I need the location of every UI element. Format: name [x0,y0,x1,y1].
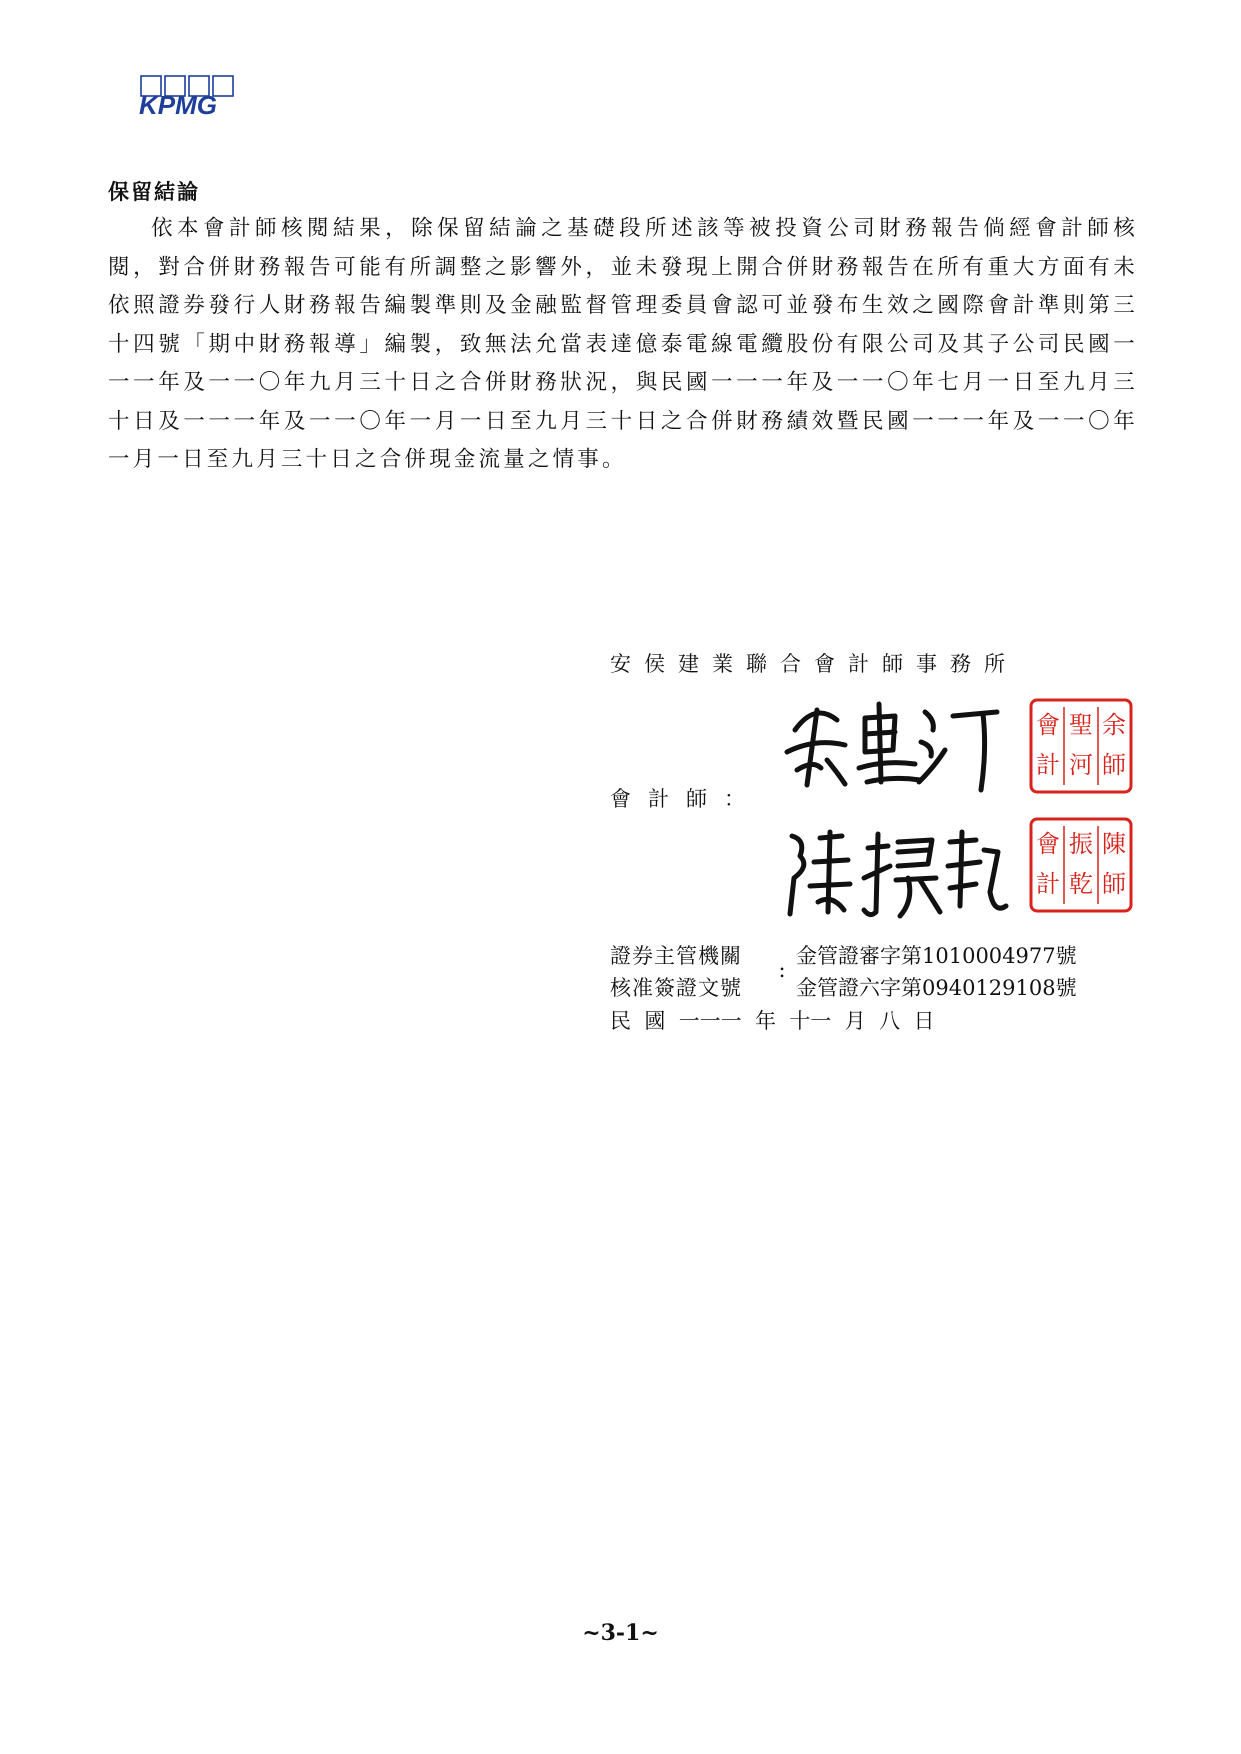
cpa-seal-2 [1028,816,1134,918]
svg-text:師: 師 [1102,870,1126,898]
registration-value-1: 金管證審字第1010004977號 [796,944,1077,968]
registration-label-2: 核准簽證文號 [610,976,742,1000]
registration-separator: : [778,958,786,982]
cpa-label: 會計師： [610,787,762,811]
svg-text:振: 振 [1069,830,1093,858]
cpa-seal-1 [1028,697,1134,799]
registration-value-2: 金管證六字第0940129108號 [796,976,1077,1000]
section-title: 保留結論 [108,179,200,204]
svg-text:聖: 聖 [1069,711,1093,739]
page-number: ~3-1~ [582,1620,659,1646]
handwritten-signature-1 [775,690,1015,804]
firm-name: 安侯建業聯合會計師事務所 [610,652,1018,676]
svg-text:會: 會 [1036,711,1060,739]
registration-label-1: 證券主管機關 [610,944,742,968]
svg-text:計: 計 [1036,751,1060,779]
registration-row-2 [610,972,1077,1004]
svg-text:余: 余 [1102,711,1126,739]
handwritten-signature-2 [780,822,1010,926]
svg-text:陳: 陳 [1102,830,1126,858]
kpmg-logo-text: KPMG [139,90,217,120]
conclusion-paragraph: 依本會計師核閱結果，除保留結論之基礎段所述該等被投資公司財務報告倘經會計師核閱，對合併財務報告可能有所調整之影響外，並未發現上開合併財務報告在所有重大方面有未依照證券發行人財務報告編製準則及金融監督管理委員會認可並發布生效之國際會計準則第三十四號「期中財務報導」編製，致無法允當表達億泰電線電纜股份有限公司及其子公司民國一一一年及一一〇年九月三十日之合併財務狀況，與民國一一一年及一一〇年七月一日至九月三十日及一一一年及一一〇年一月一日至九月三十日之合併財務績效暨民國一一一年及一一〇年一月一日至九月三十日之合併現金流量之情事。 [108,216,1138,472]
registration-block [610,940,1077,1004]
svg-text:河: 河 [1069,751,1093,779]
svg-text:師: 師 [1102,751,1126,779]
kpmg-logo [139,74,249,124]
svg-text:乾: 乾 [1069,870,1093,898]
report-date: 民 國 一一一 年 十一 月 八 日 [610,1009,935,1033]
registration-row-1 [610,940,1077,982]
svg-text:計: 計 [1036,870,1060,898]
svg-text:會: 會 [1036,830,1060,858]
